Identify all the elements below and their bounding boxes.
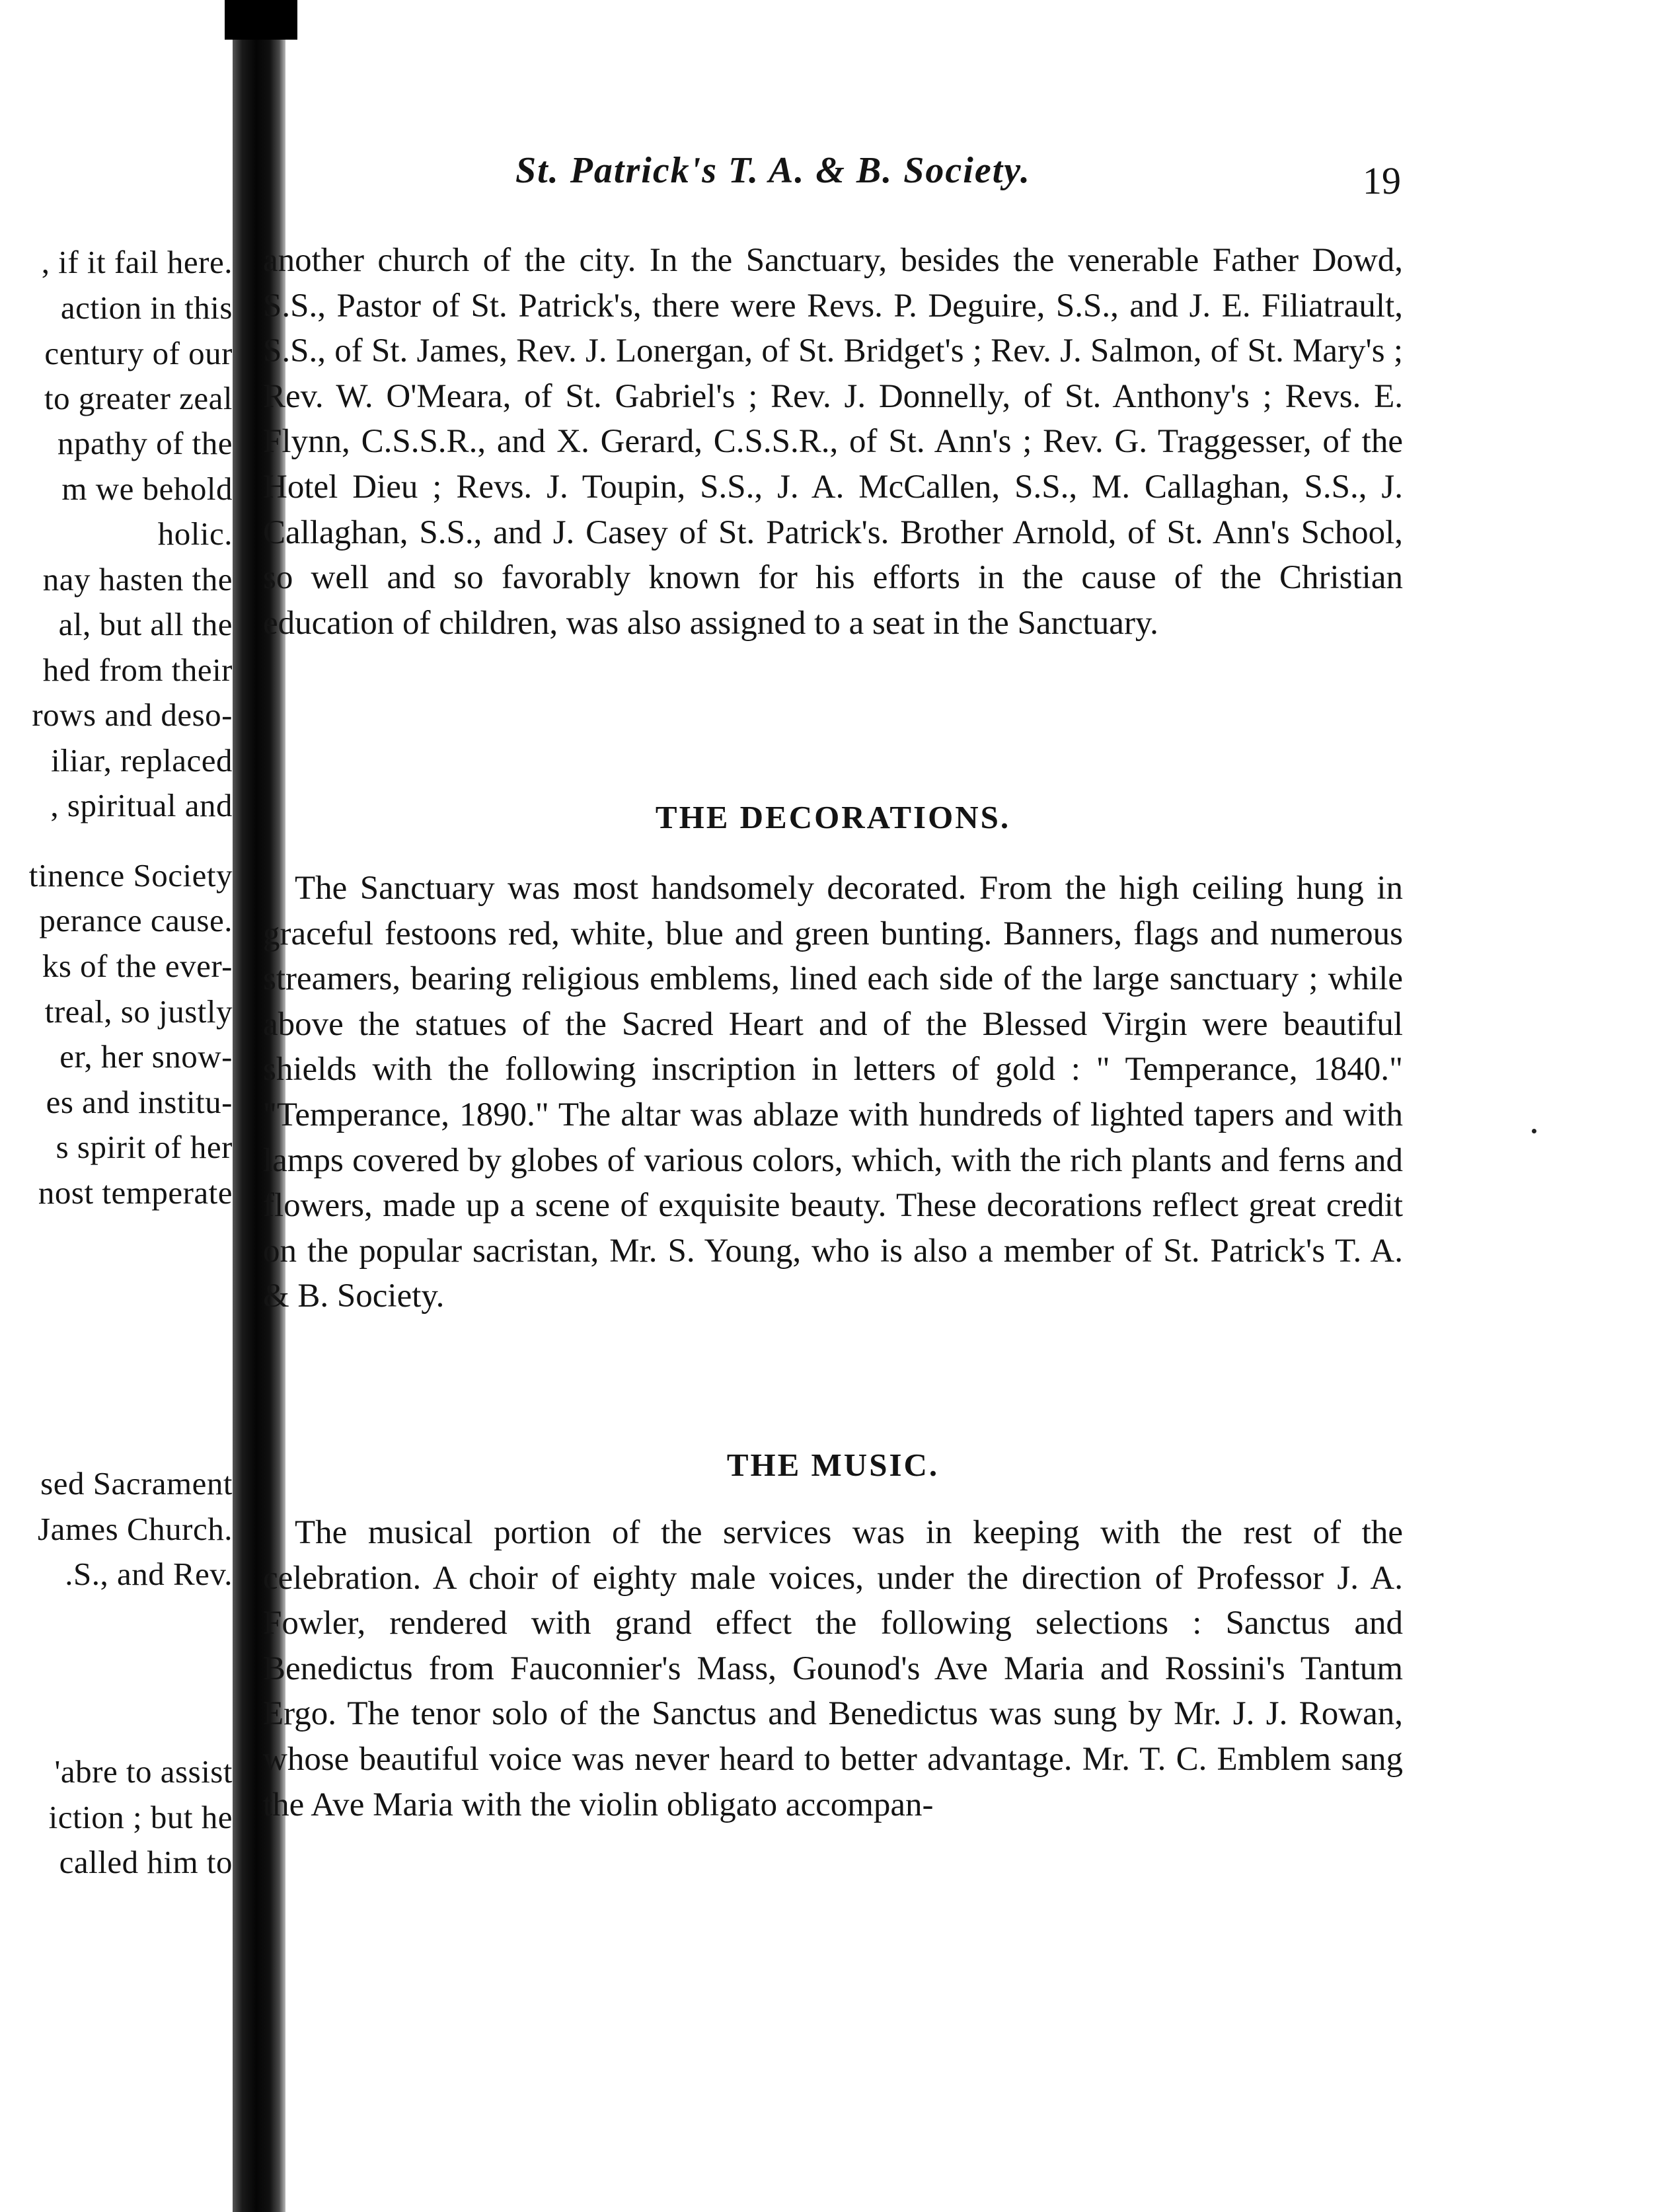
facing-page-fragment [0, 0, 233, 2212]
facing-page-line: James Church. [38, 1511, 233, 1547]
facing-page-line: , spiritual and [50, 787, 233, 823]
facing-page-line: iliar, replaced [51, 742, 233, 779]
facing-page-line: nost temperate [38, 1174, 233, 1211]
facing-page-line: rows and deso- [32, 697, 233, 733]
facing-page-line: al, but all the [58, 606, 233, 642]
paragraph-music: The musical portion of the services was in keeping with the rest of the celebration. A choir of eighty male voices, under the direction of Professor J. A. Fowler, rendered with grand effect the following selections : Sanctus and Benedictus from Fauconnier's Mass, Gounod's Ave Maria and Rossini's Tantum Ergo. The tenor solo of the Sanctus and Benedictus was sung by Mr. J. J. Rowan, whose beautiful voice was never heard to better advantage. Mr. T. C. Emblem sang the Ave Maria with the violin obligato accompan- [263, 1514, 1403, 1823]
facing-page-line: to greater zeal [44, 380, 233, 416]
page-number: 19 [1363, 159, 1401, 202]
facing-page-line: , if it fail here. [41, 244, 233, 280]
facing-page-line: sed Sacrament [40, 1465, 233, 1502]
facing-page-line: s spirit of her [56, 1129, 233, 1165]
paragraph-decorations: The Sanctuary was most handsomely decorated. From the high ceiling hung in graceful festoons red, white, blue and green bunting. Banners, flags and numerous streamers, bearing religious emblems, lined each side of the large sanctuary ; while above the statues of the Sacred Heart and of the Blessed Virgin were beautiful shields with the following inscription in letters of gold : " Temperance, 1840." "Temperance, 1890." The altar was ablaze with hundreds of lighted tapers and with lamps covered by globes of various colors, which, with the rich plants and ferns and flowers, made up a scene of exquisite beauty. These decorations reflect great credit on the popular sacristan, Mr. S. Young, who is also a member of St. Patrick's T. A. & B. Society. [263, 870, 1403, 1315]
facing-page-line: .S., and Rev. [65, 1556, 233, 1592]
scan-speck [1532, 1129, 1536, 1133]
binding-gutter-top [225, 0, 297, 40]
facing-page-line: action in this [60, 289, 233, 326]
facing-page-line: iction ; but he [48, 1799, 233, 1835]
facing-page-line: treal, so justly [44, 993, 233, 1030]
running-head: St. Patrick's T. A. & B. Society. [515, 150, 1032, 191]
facing-page-line: century of our [44, 335, 233, 371]
section-heading-decorations: THE DECORATIONS. [655, 799, 1011, 835]
facing-page-line: tinence Society [28, 857, 233, 894]
facing-page-line: npathy of the [57, 425, 233, 461]
paragraph-sanctuary-clergy: another church of the city. In the Sanctuary, besides the venerable Father Dowd, S.S., Pastor of St. Patrick's, there were Revs. P. Deguire, S.S., and J. E. Filiatrault, S.S., of St. James, Rev. J. Lonergan, of St. Bridget's ; Rev. J. Salmon, of St. Mary's ; Rev. W. O'Meara, of St. Gabriel's ; Rev. J. Donnelly, of St. Anthony's ; Revs. E. Flynn, C.S.S.R., and X. Gerard, C.S.S.R., of St. Ann's ; Rev. G. Traggesser, of the Hotel Dieu ; Revs. J. Toupin, S.S., J. A. McCallen, S.S., M. Callaghan, S.S., J. Callaghan, S.S., and J. Casey of St. Patrick's. Brother Arnold, of St. Ann's School, so well and so favorably known for his efforts in the cause of the Christian education of children, was also assigned to a seat in the Sanctuary. [263, 242, 1403, 642]
facing-page-line: es and institu- [46, 1084, 233, 1120]
facing-page-line: er, her snow- [59, 1038, 233, 1075]
facing-page-line: holic. [157, 515, 233, 552]
facing-page-line: perance cause. [39, 902, 233, 938]
facing-page-line: nay hasten the [42, 561, 233, 597]
facing-page-line: ks of the ever- [42, 948, 233, 984]
facing-page-line: m we behold [61, 471, 233, 507]
facing-page-line: 'abre to assist [54, 1753, 233, 1790]
section-heading-music: THE MUSIC. [726, 1447, 940, 1483]
facing-page-line: hed from their [42, 652, 233, 688]
facing-page-line: called him to [59, 1844, 233, 1880]
